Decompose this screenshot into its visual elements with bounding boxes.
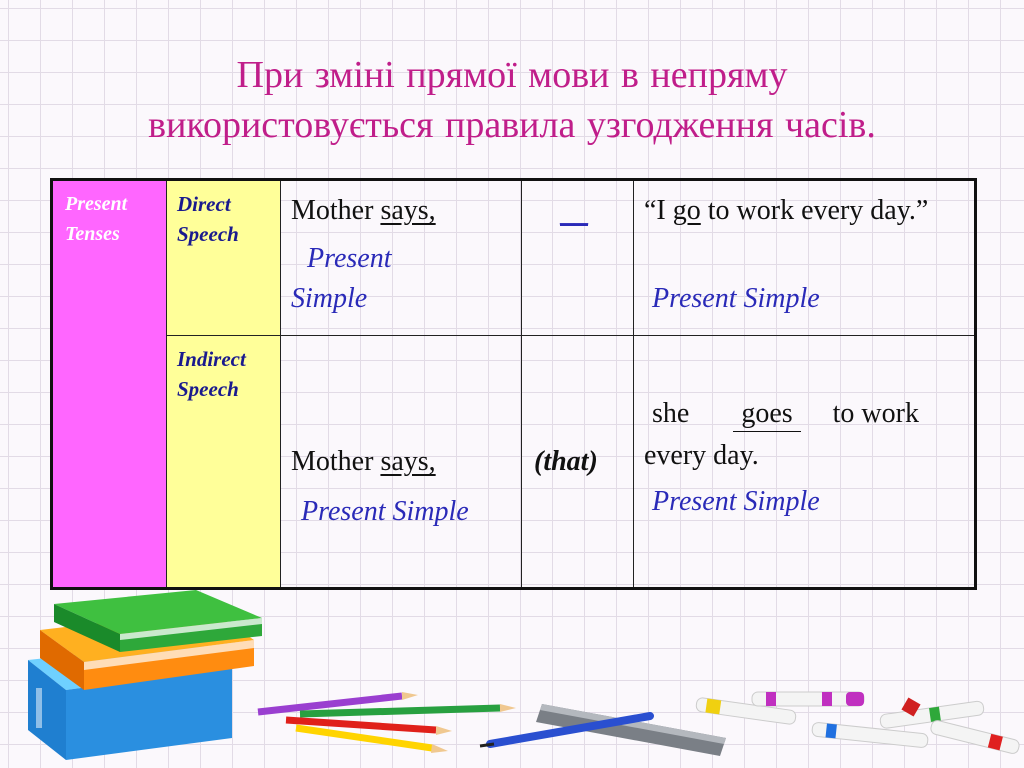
direct-quote-open: “I [644, 195, 666, 226]
title-line-1: При зміні прямої мови в непряму [236, 54, 788, 96]
tense-label: Present Tenses [65, 193, 128, 245]
direct-connector: __ [560, 197, 588, 228]
books-stack-icon [28, 590, 262, 760]
direct-says: says, [380, 195, 436, 226]
indirect-verb-goes: goes [733, 397, 800, 432]
indirect-clause-line-2: every day. [644, 440, 759, 471]
indirect-she: she [652, 398, 690, 429]
direct-quote-tense: Present Simple [652, 283, 820, 314]
indirect-rest-1: to work [832, 398, 919, 429]
indirect-reporting-tense: Present Simple [301, 496, 469, 527]
direct-reporting-tense: Present Simple [291, 243, 392, 314]
indirect-connector: (that) [534, 446, 598, 477]
indirect-mother: Mother [291, 446, 374, 477]
indirect-speech-label: Indirect Speech [177, 347, 246, 401]
title-line-2: використовується правила узгодження часів. [148, 104, 876, 146]
markers-icon [696, 692, 1021, 755]
indirect-clause-tense: Present Simple [652, 486, 820, 517]
direct-quote-rest: to work every day.” [707, 195, 929, 226]
pencils-icon [258, 692, 516, 753]
indirect-says: says, [380, 446, 436, 477]
direct-verb-go: go [672, 195, 701, 226]
direct-mother: Mother [291, 195, 374, 226]
direct-speech-label: Direct Speech [177, 192, 239, 246]
